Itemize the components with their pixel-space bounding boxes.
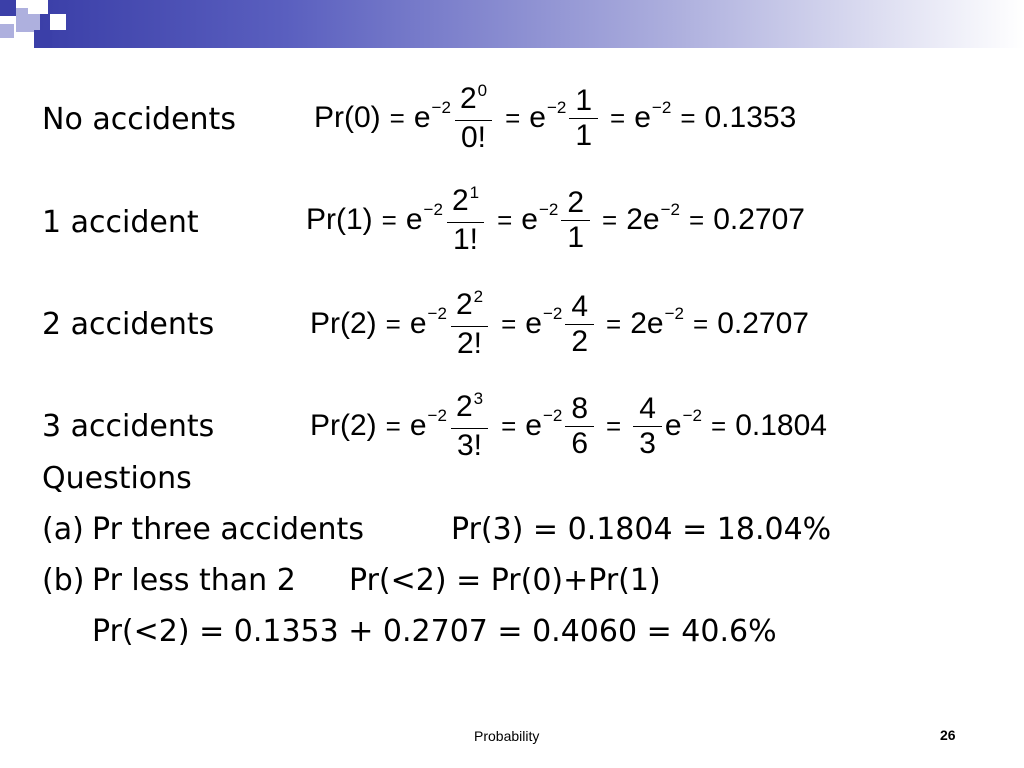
result-value: 0.1804	[735, 409, 827, 442]
pr-term: Pr(2)	[310, 409, 377, 442]
pr-term: Pr(2)	[310, 307, 377, 340]
questions-heading: Questions	[42, 461, 192, 496]
e-term: $e^{-2}$	[664, 406, 702, 442]
fraction-power-factorial: $\frac{2^3}{3!}$	[450, 390, 489, 463]
e-term: $e^{-2}$	[634, 98, 672, 134]
equals-sign: =	[693, 308, 709, 339]
equals-sign: =	[389, 102, 405, 133]
page-number: 26	[940, 727, 956, 743]
question-a-answer: Pr(3) = 0.1804 = 18.04%	[451, 512, 832, 547]
e-term: $e^{-2}$	[413, 98, 451, 134]
header-square	[34, 30, 52, 48]
equation-row-3	[310, 386, 827, 466]
header-square	[0, 24, 14, 38]
e-term: $e^{-2}$	[409, 406, 447, 442]
footer-title: Probability	[474, 728, 540, 744]
equals-sign: =	[606, 410, 622, 441]
equation-row-1	[306, 180, 805, 260]
result-value: 0.2707	[713, 203, 805, 236]
equals-sign: =	[680, 102, 696, 133]
e-term: $e^{-2}$	[529, 98, 567, 134]
e-term: $2e^{-2}$	[630, 304, 684, 340]
fraction-simple: $\frac{4}{2}$	[565, 290, 594, 359]
fraction-power-factorial: $\frac{2^1}{1!}$	[446, 184, 485, 257]
e-term: $e^{-2}$	[409, 304, 447, 340]
fraction-simple: $\frac{4}{3}$	[633, 392, 662, 461]
e-term: $e^{-2}$	[521, 200, 559, 236]
question-b-answer: Pr(<2) = Pr(0)+Pr(1)	[349, 563, 661, 598]
equation-row-0	[314, 78, 796, 158]
header-gradient-bar	[40, 0, 1024, 48]
question-b-calculation: Pr(<2) = 0.1353 + 0.2707 = 0.4060 = 40.6%	[92, 614, 777, 649]
equals-sign: =	[505, 102, 521, 133]
equals-sign: =	[381, 204, 397, 235]
e-term: $e^{-2}$	[525, 406, 563, 442]
result-value: 0.2707	[717, 307, 809, 340]
label-no-accidents: No accidents	[42, 102, 236, 137]
equals-sign: =	[689, 204, 705, 235]
pr-term: Pr(1)	[306, 203, 373, 236]
fraction-simple: $\frac{1}{1}$	[569, 84, 598, 153]
e-term: $e^{-2}$	[525, 304, 563, 340]
header-square	[50, 14, 66, 30]
question-b-marker: (b)	[42, 563, 85, 598]
question-a-text: Pr three accidents	[92, 512, 364, 547]
equals-sign: =	[501, 308, 517, 339]
header-square	[28, 0, 48, 14]
e-term: $2e^{-2}$	[626, 200, 680, 236]
label-2-accidents: 2 accidents	[42, 307, 215, 342]
pr-term: Pr(0)	[314, 101, 381, 134]
equals-sign: =	[711, 410, 727, 441]
fraction-simple: $\frac{2}{1}$	[561, 186, 590, 255]
question-a-marker: (a)	[42, 512, 84, 547]
equals-sign: =	[606, 308, 622, 339]
label-1-accident: 1 accident	[42, 205, 199, 240]
equals-sign: =	[610, 102, 626, 133]
result-value: 0.1353	[704, 101, 797, 134]
equals-sign: =	[497, 204, 513, 235]
e-term: $e^{-2}$	[405, 200, 443, 236]
header-square	[0, 0, 16, 16]
equals-sign: =	[385, 308, 401, 339]
fraction-power-factorial: $\frac{2^2}{2!}$	[450, 288, 489, 361]
equation-row-2	[310, 284, 809, 364]
equals-sign: =	[501, 410, 517, 441]
fraction-power-factorial: $\frac{2^0}{0!}$	[454, 82, 493, 155]
equals-sign: =	[385, 410, 401, 441]
label-3-accidents: 3 accidents	[42, 409, 215, 444]
fraction-simple: $\frac{8}{6}$	[565, 392, 594, 461]
question-b-text: Pr less than 2	[92, 563, 296, 598]
equals-sign: =	[602, 204, 618, 235]
